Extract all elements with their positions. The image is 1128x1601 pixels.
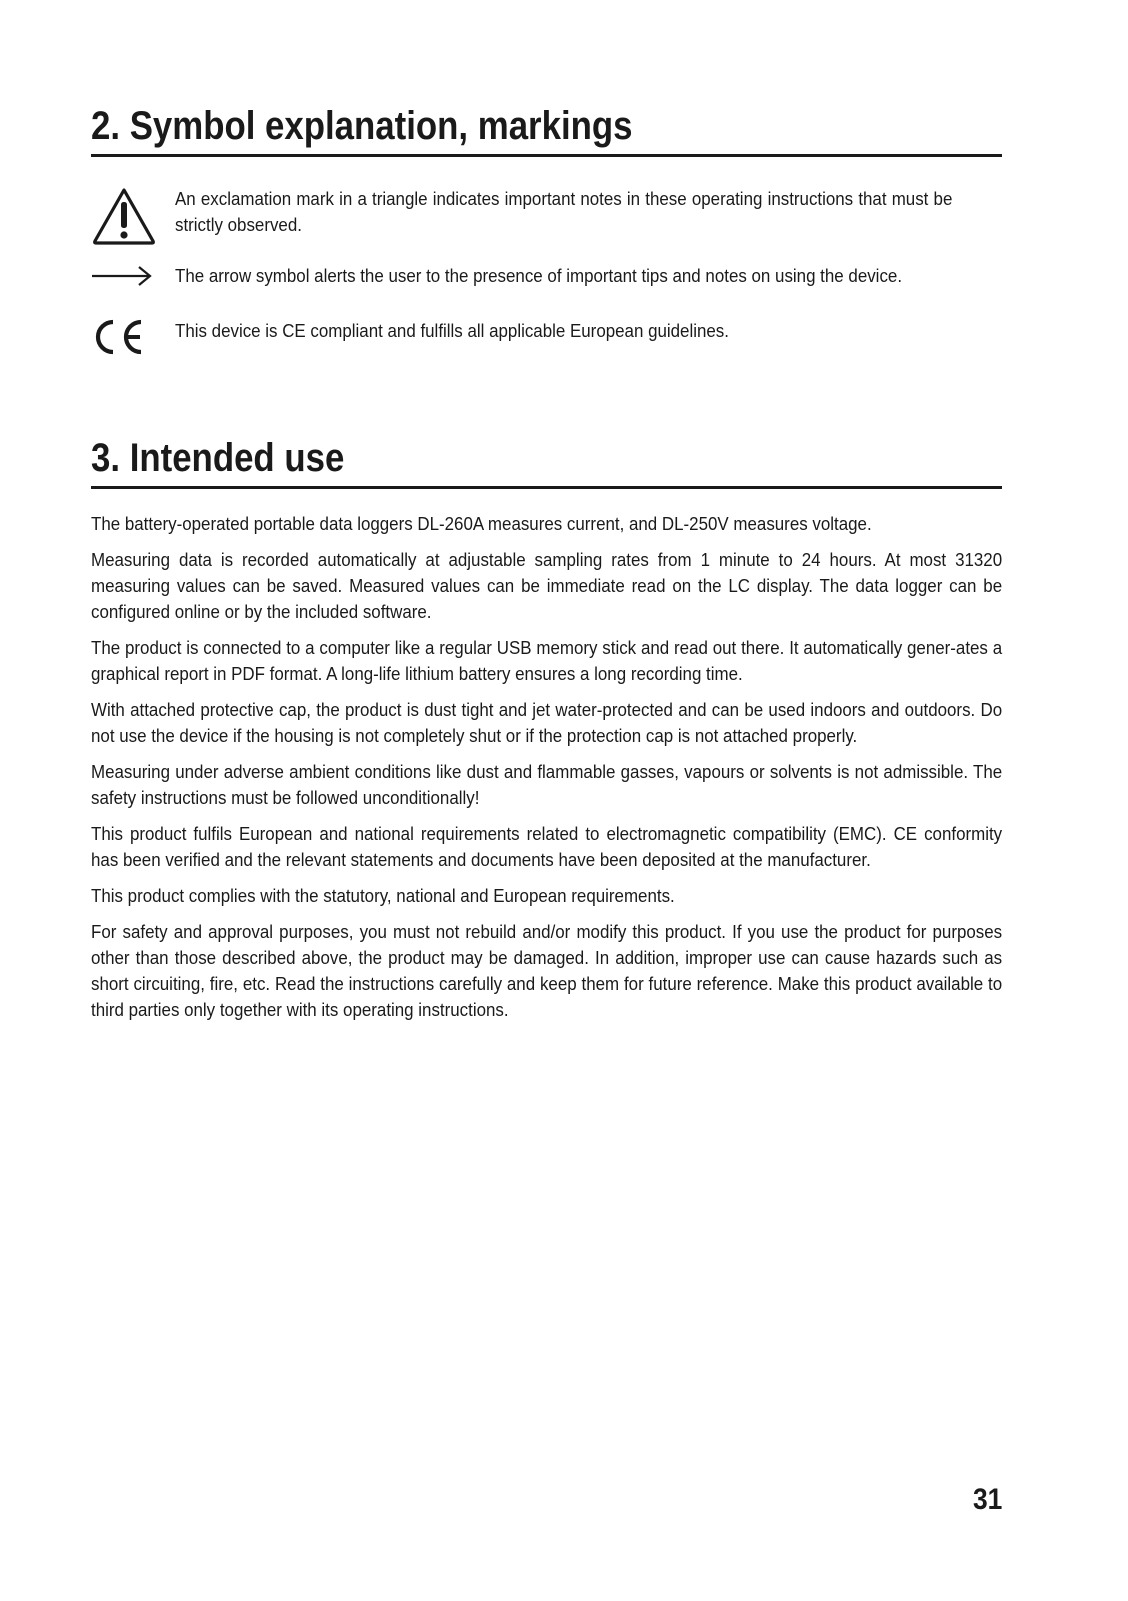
section-title: 2. Symbol explanation, markings: [91, 104, 633, 148]
paragraph: For safety and approval purposes, you must not rebuild and/or modify this product. If you use the product for purposes other than those described above, the product may be damaged. In addition, improper use can cause hazards such as short circuiting, fire, etc. Read the instructions carefully and keep them for future reference. Make this product available to third parties only together with its operating instructions.: [91, 922, 1003, 1020]
paragraph: This product fulfils European and national requirements related to electromagnetic compatibility (EMC). CE conformity has been verified and the relevant statements and documents have been deposited at the manufacturer.: [91, 824, 1003, 870]
page-number: 31: [972, 1483, 1002, 1516]
section-title: 3. Intended use: [91, 436, 345, 480]
paragraph: Measuring under adverse ambient conditions like dust and flammable gasses, vapours or solvents is not admissible. The safety instructions must be followed unconditionally!: [91, 762, 1003, 808]
warning-triangle-icon: [91, 186, 157, 246]
paragraph: Measuring data is recorded automatically at adjustable sampling rates from 1 minute to 24 hours. At most 31320 measuring values can be saved. Measured values can be immediate read on the LC display. The data logger can be configured online or by the included software.: [91, 550, 1003, 622]
symbol-row-arrow: [91, 263, 1002, 289]
paragraph: This product complies with the statutory, national and European requirements.: [91, 886, 675, 906]
section-heading-intended-use: [91, 436, 1002, 489]
paragraph: With attached protective cap, the product is dust tight and jet water-protected and can be used indoors and outdoors. Do not use the device if the housing is not completely shut or if the protection cap is not attached properly.: [91, 700, 1003, 746]
symbol-row-ce: [91, 318, 1002, 356]
symbol-description: This device is CE compliant and fulfills all applicable European guidelines.: [175, 321, 729, 341]
paragraph: The product is connected to a computer like a regular USB memory stick and read out there. It automatically gener-ates a graphical report in PDF format. A long-life lithium battery ensures a long recording time.: [91, 638, 1003, 684]
section-heading-symbols: [91, 104, 1002, 157]
ce-mark-icon: [91, 318, 147, 356]
symbol-row-warning: [91, 186, 1002, 246]
symbol-description: The arrow symbol alerts the user to the presence of important tips and notes on using the device.: [175, 266, 903, 286]
intended-use-body: [91, 511, 1002, 1033]
arrow-right-icon: [91, 263, 153, 289]
symbol-description: An exclamation mark in a triangle indicates important notes in these operating instructions that must be strictly observed.: [175, 189, 953, 235]
paragraph: The battery-operated portable data loggers DL-260A measures current, and DL-250V measures voltage.: [91, 514, 872, 534]
